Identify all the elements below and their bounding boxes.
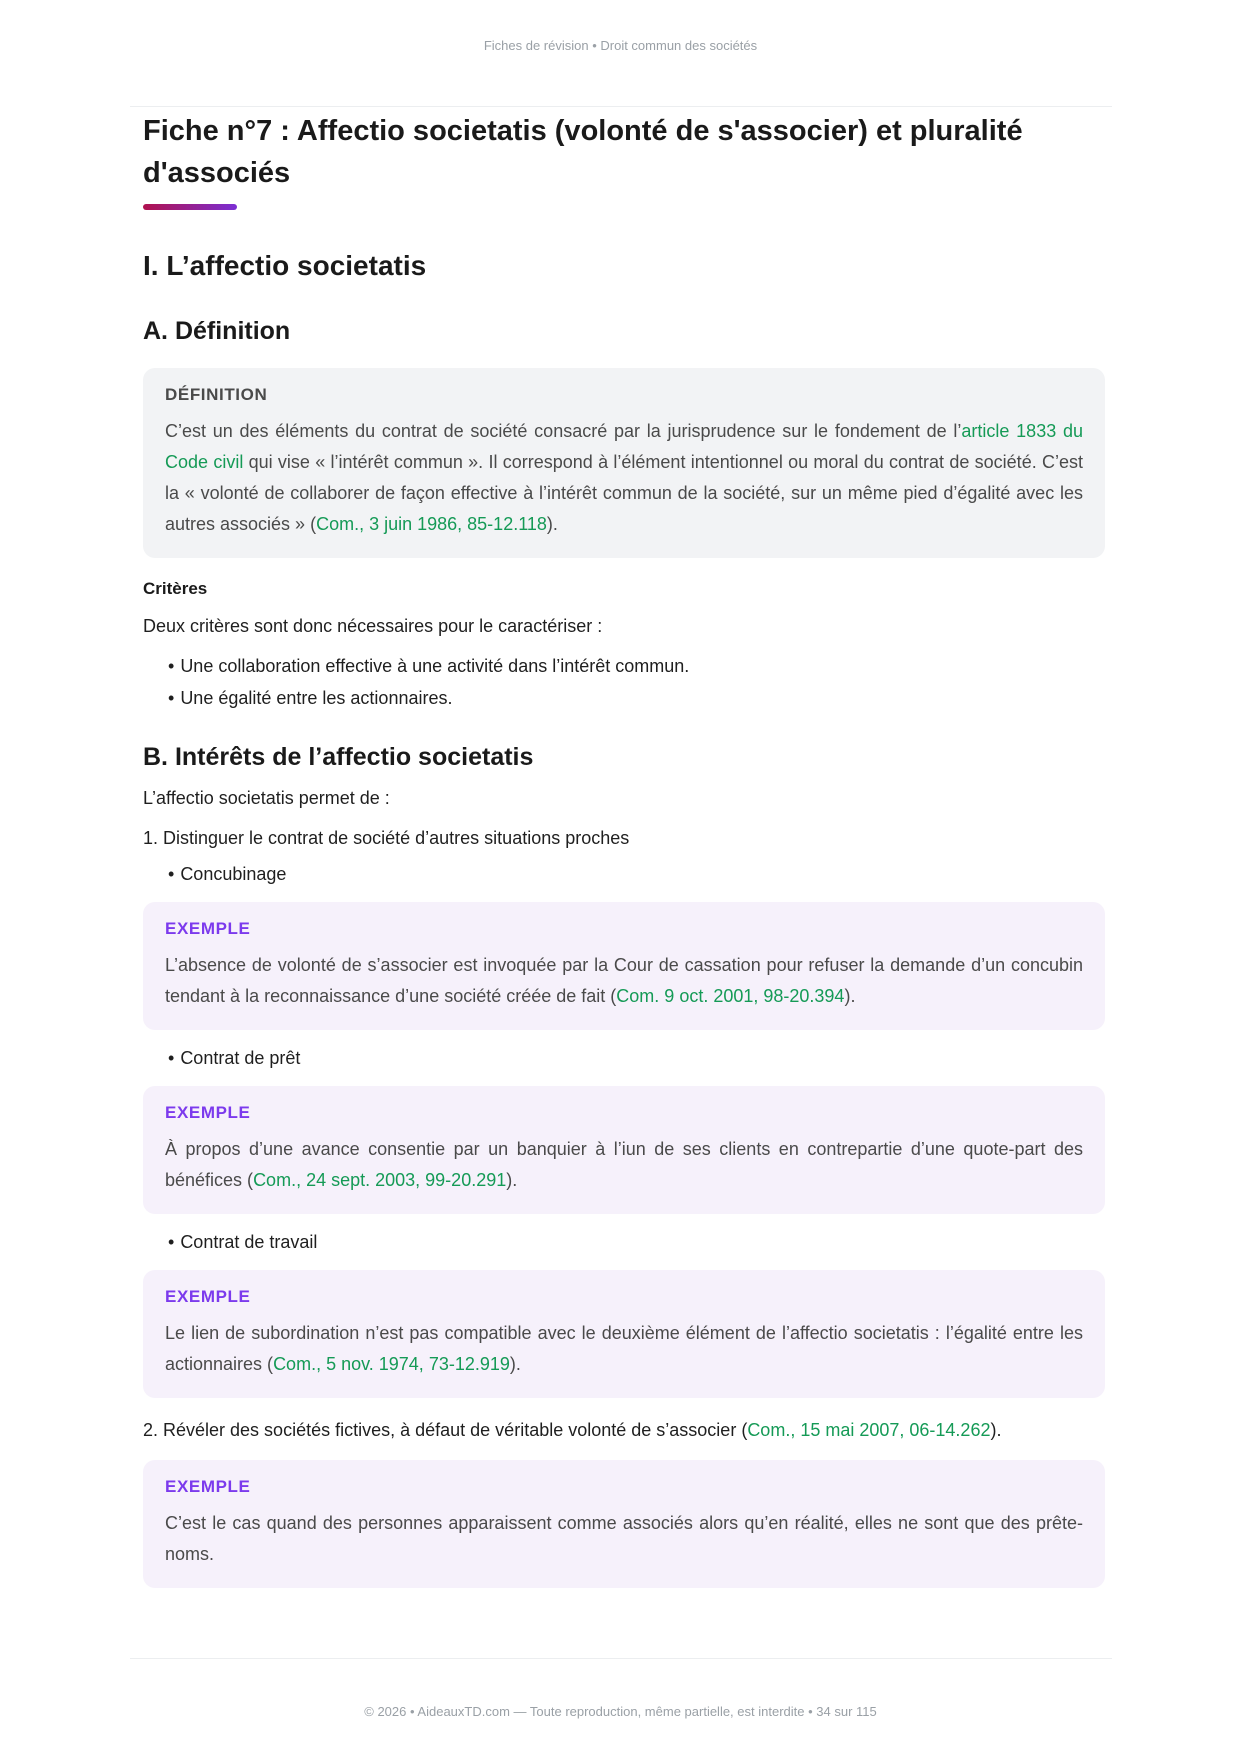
- definition-label: DÉFINITION: [165, 385, 268, 404]
- page-title: Fiche n°7 : Affectio societatis (volonté de s'associer) et pluralité d'associés: [143, 115, 1023, 189]
- example-text-part: Le lien de subordination n’est pas compatible avec le deuxième élément de l’affectio societatis : l’égalité entre les actionnaires (: [165, 1323, 1083, 1374]
- com-2001-link[interactable]: Com. 9 oct. 2001, 98-20.394: [616, 986, 845, 1006]
- definition-box: [143, 368, 1105, 558]
- com-1974-link[interactable]: Com., 5 nov. 1974, 73-12.919: [273, 1354, 510, 1374]
- example-text-part: ).: [506, 1170, 518, 1190]
- bullet-list: [143, 1042, 1105, 1074]
- example-label: EXEMPLE: [165, 1477, 251, 1496]
- example-text: C’est le cas quand des personnes apparaissent comme associés alors qu’en réalité, elles ne sont que des prête-noms.: [165, 1513, 1083, 1564]
- definition-text-part: C’est un des éléments du contrat de société consacré par la jurisprudence sur le fondement de l’: [165, 421, 962, 441]
- interests-intro: L’affectio societatis permet de :: [143, 788, 390, 808]
- page-header: Fiches de révision • Droit commun des sociétés: [483, 38, 758, 53]
- com-1986-link[interactable]: Com., 3 juin 1986, 85-12.118: [316, 514, 547, 534]
- footer-divider: [130, 1658, 1112, 1659]
- point-2: [143, 1416, 1105, 1444]
- criteria-heading: Critères: [143, 579, 208, 598]
- bullet-list: [143, 858, 1105, 890]
- definition-text-part: ).: [546, 514, 558, 534]
- title-underline: [143, 204, 237, 210]
- list-item: • Une égalité entre les actionnaires.: [168, 682, 1105, 714]
- example-text-part: ).: [509, 1354, 521, 1374]
- section-heading-1: I. L’affectio societatis: [143, 250, 427, 281]
- point-2-end: ).: [990, 1420, 1002, 1440]
- example-text: [165, 1318, 1083, 1380]
- definition-text: [165, 416, 1083, 540]
- criteria-list: [143, 650, 1105, 714]
- example-label: EXEMPLE: [165, 1103, 251, 1122]
- point-1: 1. Distinguer le contrat de société d’autres situations proches: [143, 828, 630, 848]
- example-label: EXEMPLE: [165, 1287, 251, 1306]
- example-text: [165, 1134, 1083, 1196]
- header-divider: [130, 106, 1112, 107]
- subsection-heading-b: B. Intérêts de l’affectio societatis: [143, 743, 534, 771]
- list-item: • Contrat de travail: [168, 1226, 1105, 1258]
- example-text-part: L’absence de volonté de s’associer est invoquée par la Cour de cassation pour refuser la demande d’un concubin tendant à la reconnaissance d’une société créée de fait (: [165, 955, 1083, 1006]
- example-text-part: À propos d’une avance consentie par un banquier à l’iun de ses clients en contrepartie d’une quote-part des bénéfices (: [165, 1139, 1083, 1190]
- example-text-part: ).: [844, 986, 856, 1006]
- example-label: EXEMPLE: [165, 919, 251, 938]
- article-1833-link[interactable]: article 1833 du Code civil: [165, 421, 1083, 472]
- com-2003-link[interactable]: Com., 24 sept. 2003, 99-20.291: [253, 1170, 507, 1190]
- example-text: [165, 950, 1083, 1012]
- bullet-list: [143, 1226, 1105, 1258]
- com-2007-link[interactable]: Com., 15 mai 2007, 06-14.262: [747, 1420, 991, 1440]
- list-item: • Une collaboration effective à une activité dans l’intérêt commun.: [168, 650, 1105, 682]
- example-box-pret: [143, 1086, 1105, 1214]
- list-item: • Concubinage: [168, 858, 1105, 890]
- page-content: [143, 108, 1105, 1588]
- example-box-travail: [143, 1270, 1105, 1398]
- definition-text-part: qui vise « l’intérêt commun ». Il correspond à l’élément intentionnel ou moral du contrat de société. C’est la « volonté de collaborer de façon effective à l’intérêt commun de la société, sur un même pied d’égalité avec les autres associés » (: [165, 452, 1084, 534]
- subsection-heading-a: A. Définition: [143, 317, 291, 345]
- page-footer: © 2026 • AideauxTD.com — Toute reproduction, même partielle, est interdite • 34 sur 115: [364, 1704, 877, 1719]
- criteria-intro: Deux critères sont donc nécessaires pour le caractériser :: [143, 616, 603, 636]
- example-box-fictives: [143, 1460, 1105, 1588]
- example-box-concubinage: [143, 902, 1105, 1030]
- point-2-text: 2. Révéler des sociétés fictives, à défaut de véritable volonté de s’associer (: [143, 1420, 748, 1440]
- list-item: • Contrat de prêt: [168, 1042, 1105, 1074]
